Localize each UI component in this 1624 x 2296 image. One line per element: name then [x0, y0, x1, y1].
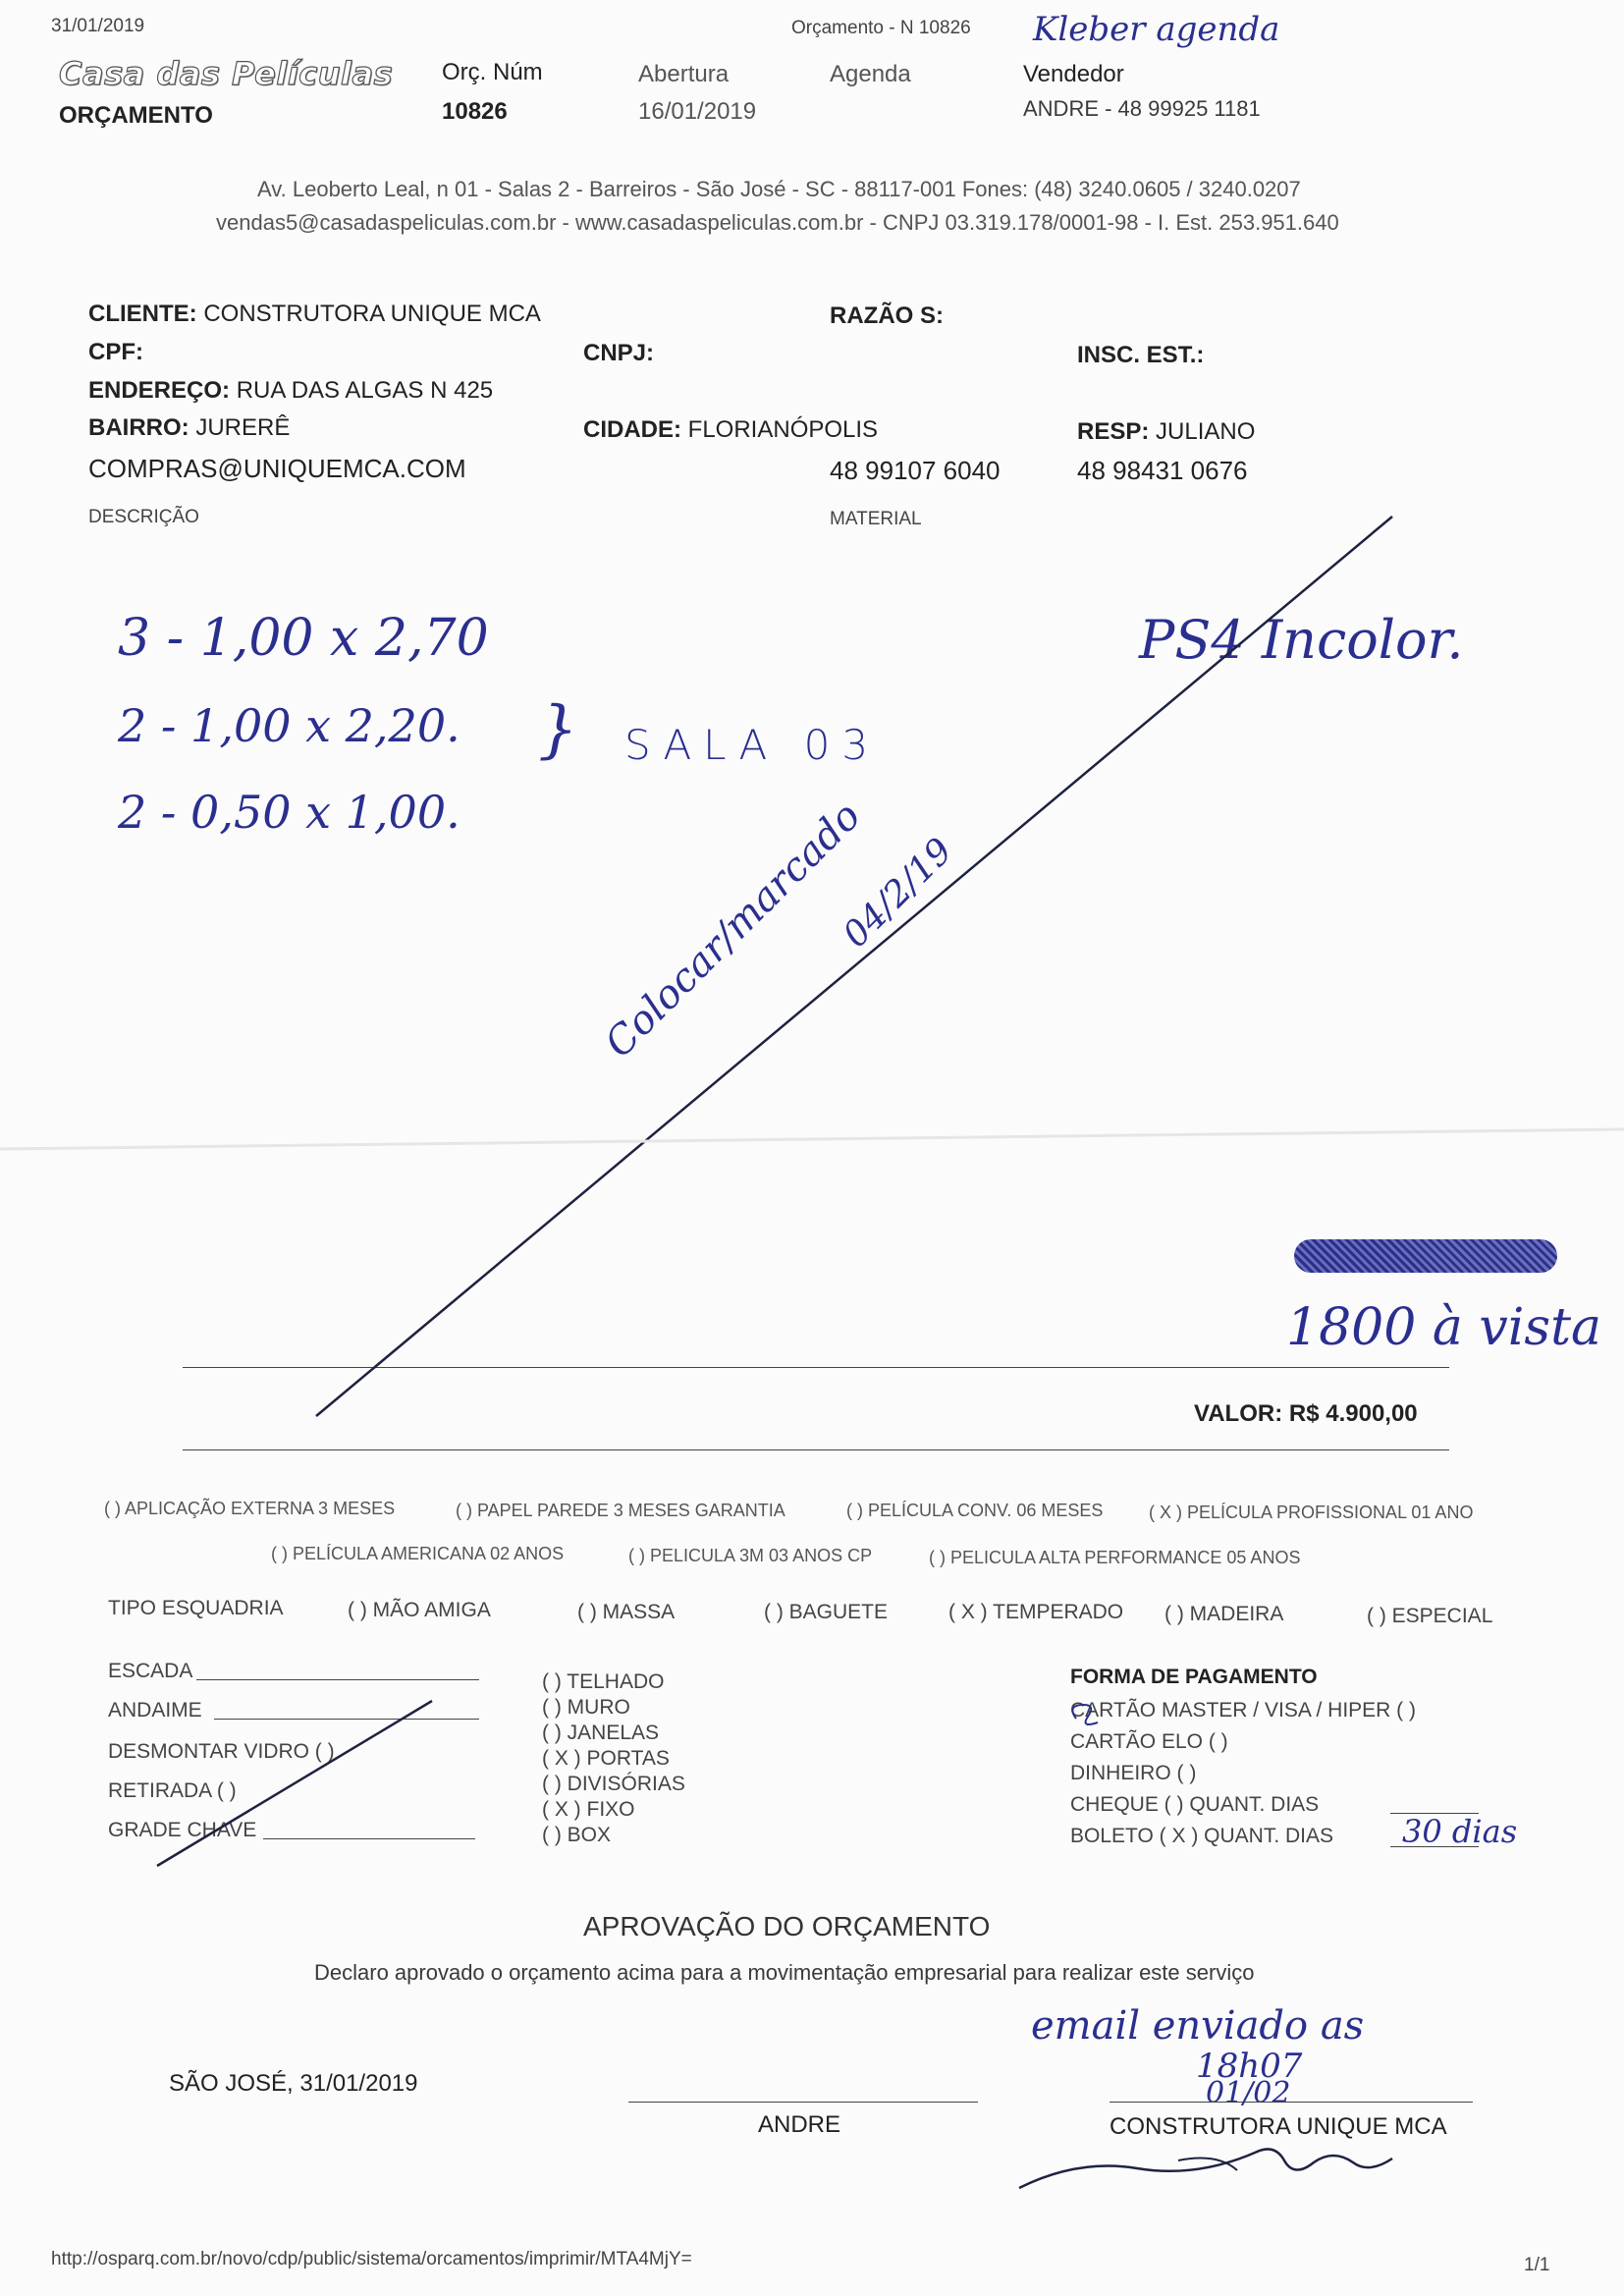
footer-page: 1/1 [1524, 2255, 1550, 2275]
orc-num-value: 10826 [442, 98, 508, 125]
hand-diag-note: Colocar/marcado [596, 793, 870, 1066]
company-contact: vendas5@casadaspeliculas.com.br - www.casadaspeliculas.com.br - CNPJ 03.319.178/0001-98 - I. Est. 253.951.640 [216, 210, 1339, 235]
bairro-value: JURERÊ [195, 414, 291, 441]
service-aplicacao-externa[interactable]: ( ) APLICAÇÃO EXTERNA 3 MESES [104, 1499, 396, 1518]
doc-type: ORÇAMENTO [59, 102, 213, 129]
hand-email-time: 18h07 [1196, 2047, 1303, 2086]
client-sig-name: CONSTRUTORA UNIQUE MCA [1110, 2113, 1447, 2140]
extra-retirada[interactable]: RETIRADA ( ) [108, 1779, 237, 1802]
pagamento-title: FORMA DE PAGAMENTO [1070, 1666, 1318, 1688]
client-phone-1: 48 99107 6040 [830, 456, 1001, 485]
hand-price-note: 1800 à vista [1286, 1298, 1601, 1357]
hand-brace: } [538, 693, 578, 766]
x-mark-profissional [1072, 1705, 1098, 1724]
local-divisorias[interactable]: ( ) DIVISÓRIAS [542, 1773, 685, 1795]
extras-cancel-stroke [157, 1701, 432, 1866]
service-papel-parede[interactable]: ( ) PAPEL PAREDE 3 MESES GARANTIA [456, 1501, 785, 1520]
local-muro[interactable]: ( ) MURO [542, 1696, 630, 1719]
resp-row: RESP: JULIANO [1077, 418, 1256, 445]
local-fixo[interactable]: ( X ) FIXO [542, 1798, 635, 1821]
esquadria-temperado[interactable]: ( X ) TEMPERADO [948, 1601, 1124, 1623]
cliente-row: CLIENTE: CONSTRUTORA UNIQUE MCA [88, 301, 541, 327]
local-portas[interactable]: ( X ) PORTAS [542, 1747, 670, 1770]
hand-material: PS4 Incolor. [1139, 609, 1464, 671]
hand-email-date: 01/02 [1206, 2076, 1291, 2110]
print-date: 31/01/2019 [51, 16, 145, 36]
endereco-value: RUA DAS ALGAS N 425 [236, 377, 494, 404]
hand-email-note: email enviado as [1031, 2003, 1365, 2049]
extra-escada: ESCADA [108, 1660, 193, 1682]
client-signature-icon [1019, 2149, 1392, 2188]
service-pelicula-3m[interactable]: ( ) PELICULA 3M 03 ANOS CP [628, 1546, 873, 1565]
local-box[interactable]: ( ) BOX [542, 1824, 612, 1846]
pagamento-cheque[interactable]: CHEQUE ( ) QUANT. DIAS [1070, 1793, 1320, 1816]
endereco-row: ENDEREÇO: RUA DAS ALGAS N 425 [88, 377, 494, 404]
valor-amount: 4.900,00 [1326, 1400, 1418, 1427]
company-logo: Casa das Películas [59, 55, 394, 92]
pagamento-boleto[interactable]: BOLETO ( X ) QUANT. DIAS [1070, 1825, 1333, 1847]
pagamento-dinheiro[interactable]: DINHEIRO ( ) [1070, 1762, 1197, 1784]
material-label: MATERIAL [830, 509, 922, 529]
service-pelicula-conv[interactable]: ( ) PELÍCULA CONV. 06 MESES [846, 1501, 1104, 1520]
service-pelicula-alta-performance[interactable]: ( ) PELICULA ALTA PERFORMANCE 05 ANOS [929, 1548, 1301, 1567]
razao-label: RAZÃO S: [830, 302, 944, 329]
seller-sig-name: ANDRE [758, 2111, 841, 2138]
client-phone-2: 48 98431 0676 [1077, 456, 1248, 485]
descricao-label: DESCRIÇÃO [88, 507, 199, 527]
esquadria-mao-amiga[interactable]: ( ) MÃO AMIGA [348, 1599, 491, 1621]
vendedor-label: Vendedor [1023, 61, 1124, 87]
service-pelicula-americana[interactable]: ( ) PELÍCULA AMERICANA 02 ANOS [271, 1544, 565, 1563]
doc-reference: Orçamento - N 10826 [791, 18, 971, 38]
cnpj-label: CNPJ: [583, 340, 655, 366]
resp-value: JULIANO [1156, 418, 1256, 445]
pagamento-cartao[interactable]: CARTÃO MASTER / VISA / HIPER ( ) [1070, 1699, 1417, 1722]
paper-fold-line [0, 1129, 1624, 1149]
local-telhado[interactable]: ( ) TELHADO [542, 1670, 665, 1693]
cliente-value: CONSTRUTORA UNIQUE MCA [203, 301, 541, 327]
approval-statement: Declaro aprovado o orçamento acima para a movimentação empresarial para realizar este serviço [314, 1960, 1255, 1985]
valor-row: VALOR: R$ 4.900,00 [1194, 1400, 1418, 1427]
extra-grade: GRADE CHAVE [108, 1819, 257, 1841]
cidade-value: FLORIANÓPOLIS [687, 416, 879, 443]
pagamento-elo[interactable]: CARTÃO ELO ( ) [1070, 1730, 1228, 1753]
service-pelicula-profissional[interactable]: ( X ) PELÍCULA PROFISSIONAL 01 ANO [1149, 1503, 1474, 1522]
orc-num-label: Orç. Núm [442, 59, 543, 85]
abertura-label: Abertura [638, 61, 730, 87]
esquadria-label: TIPO ESQUADRIA [108, 1597, 284, 1619]
extra-desmontar[interactable]: DESMONTAR VIDRO ( ) [108, 1740, 335, 1763]
esquadria-especial[interactable]: ( ) ESPECIAL [1367, 1605, 1493, 1627]
hand-room: SALA 03 [624, 721, 881, 769]
vendedor-value: ANDRE - 48 99925 1181 [1023, 96, 1261, 121]
extra-andaime: ANDAIME [108, 1699, 202, 1722]
hand-line-2: 2 - 1,00 x 2,20. [118, 699, 460, 752]
cidade-row: CIDADE: FLORIANÓPOLIS [583, 416, 879, 443]
handwritten-ref: Kleber agenda [1033, 10, 1280, 49]
cpf-label: CPF: [88, 339, 143, 365]
local-janelas[interactable]: ( ) JANELAS [542, 1722, 660, 1744]
boleto-dias-value: 30 dias [1402, 1813, 1518, 1850]
insc-label: INSC. EST.: [1077, 342, 1205, 368]
hand-diag-date: 04/2/19 [836, 830, 961, 956]
esquadria-baguete[interactable]: ( ) BAGUETE [764, 1601, 889, 1623]
abertura-value: 16/01/2019 [638, 98, 757, 125]
footer-url[interactable]: http://osparq.com.br/novo/cdp/public/sistema/orcamentos/imprimir/MTA4MjY= [51, 2249, 692, 2269]
agenda-label: Agenda [830, 61, 911, 87]
esquadria-massa[interactable]: ( ) MASSA [577, 1601, 676, 1623]
hand-line-3: 2 - 0,50 x 1,00. [118, 786, 460, 839]
diagonal-cancel-stroke [316, 517, 1392, 1416]
approval-title: APROVAÇÃO DO ORÇAMENTO [583, 1911, 991, 1941]
client-email: COMPRAS@UNIQUEMCA.COM [88, 454, 466, 483]
hand-line-1: 3 - 1,00 x 2,70 [118, 609, 489, 668]
esquadria-madeira[interactable]: ( ) MADEIRA [1164, 1603, 1284, 1625]
approval-place-date: SÃO JOSÉ, 31/01/2019 [169, 2070, 418, 2097]
bairro-row: BAIRRO: JURERÊ [88, 414, 291, 441]
company-address: Av. Leoberto Leal, n 01 - Salas 2 - Barreiros - São José - SC - 88117-001 Fones: (48) 3240.0605 / 3240.0207 [257, 177, 1301, 201]
